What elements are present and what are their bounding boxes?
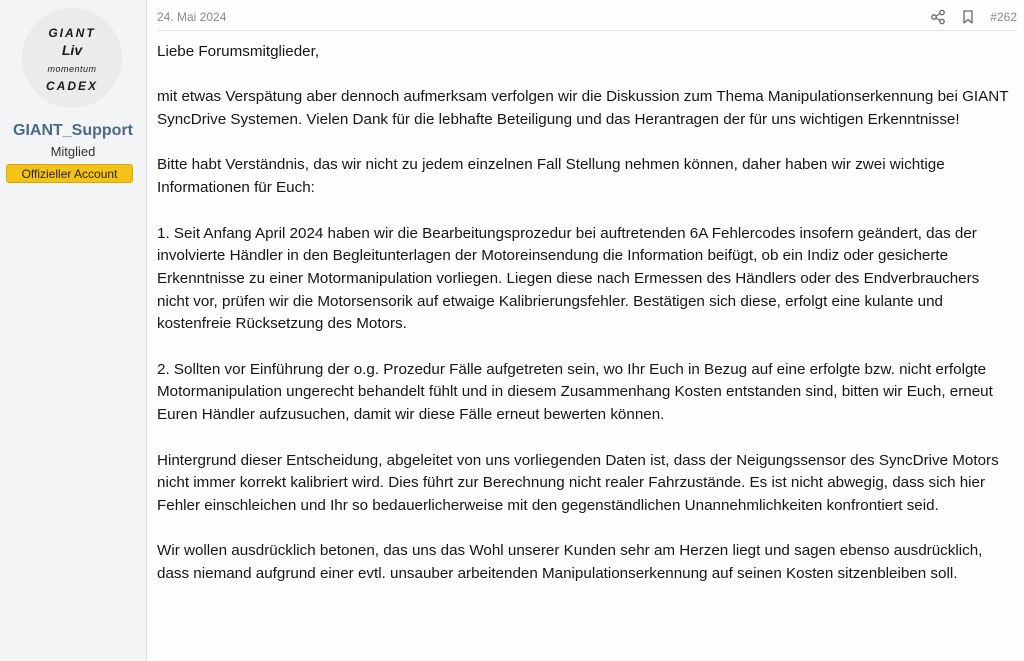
bookmark-icon[interactable] — [960, 9, 976, 25]
paragraph: 1. Seit Anfang April 2024 haben wir die Bearbeitungsprozedur bei auftretenden 6A Fehlercodes insofern geändert, das der involvierte Händler in den Begleitunterlagen der Motoreinsendung die Information beifügt, ob ein Indiz oder gesicherte Erkenntnisse zu einer Motormanipulation vorliegen. Liegen diese nach Ermessen des Händlers oder des Endverbrauchers nicht vor, prüfen wir die Motorsensorik auf etwaige Kalibrierungsfehler. Bestätigen sich diese, erfolgt eine kulante und kostenfreie Rücksetzung des Motors. — [157, 224, 980, 333]
paragraph: mit etwas Verspätung aber dennoch aufmerksam verfolgen wir die Diskussion zum Thema Manipulationserkennung bei GIANT SyncDrive Systemen. Vielen Dank für die lebhafte Beteiligung und das Herantragen der für uns wichtigen Erkenntnisse! — [157, 88, 1009, 129]
official-account-badge: Offizieller Account — [6, 164, 133, 183]
user-title: Mitglied — [50, 144, 96, 159]
post-number-link[interactable]: #262 — [990, 10, 1017, 24]
post-date[interactable]: 24. Mai 2024 — [157, 10, 227, 24]
message-user-sidebar — [0, 0, 147, 661]
logo-text-momentum: momentum — [47, 64, 97, 74]
share-icon[interactable] — [930, 9, 946, 25]
paragraph: Hintergrund dieser Entscheidung, abgeleitet von uns vorliegenden Daten ist, dass der Neigungssensor des SyncDrive Motors nicht immer korrekt kalibriert wird. Dies führt zur Berechnung nicht realer Fahrzustände. Es ist nicht abwegig, dass sich hier Fehler einschleichen und Ihr so bedauerlicherweise mit den gegenständlichen Unannehmlichkeiten konfrontiert seid. — [157, 451, 999, 514]
logo-text-giant: GIANT — [48, 26, 96, 40]
username-link[interactable]: GIANT_Support — [13, 122, 133, 139]
message-attribution — [157, 0, 1017, 31]
logo-text-cadex: CADEX — [45, 79, 98, 93]
paragraph: Liebe Forumsmitglieder, — [157, 43, 320, 60]
paragraph: 2. Sollten vor Einführung der o.g. Prozedur Fälle aufgetreten sein, wo Ihr Euch in Bezug auf eine erfolgte bzw. nicht erfolgte Motormanipulation ungerecht behandelt fühlt und in diesem Zusammenhang Kosten entstanden sind, bitten wir Euch, erneut Euren Händler aufzusuchen, damit wir diese Fälle erneut bewerten können. — [157, 360, 993, 424]
message-body — [157, 41, 1012, 608]
paragraph: Wir wollen ausdrücklich betonen, das uns das Wohl unserer Kunden sehr am Herzen liegt und sagen ebenso ausdrücklich, dass niemand aufgrund einer evtl. unsauber arbeitenden Manipulationserkennung auf seinen Kosten sitzenbleiben soll. — [157, 542, 983, 583]
paragraph: Bitte habt Verständnis, das wir nicht zu jedem einzelnen Fall Stellung nehmen können, daher haben wir zwei wichtige Informationen für Euch: — [157, 156, 945, 197]
logo-text-liv: Liv — [61, 42, 83, 58]
avatar[interactable] — [22, 8, 122, 108]
post-actions — [930, 8, 1017, 26]
